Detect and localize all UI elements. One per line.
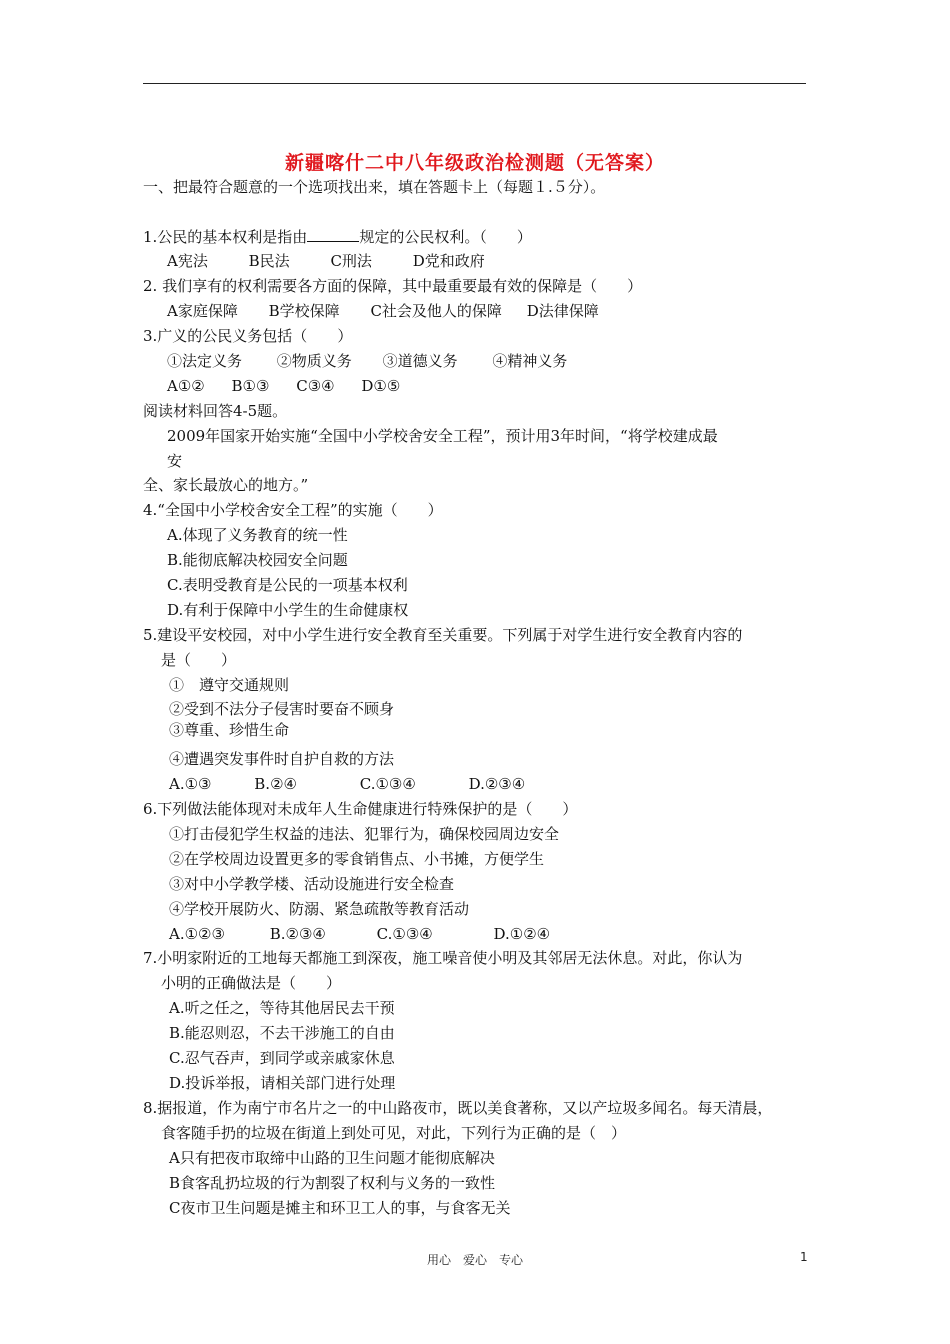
option: B民法 (248, 252, 290, 270)
item: ②物质义务 (276, 352, 352, 370)
option: C.①③④ (376, 925, 433, 943)
option: A宪法 (167, 252, 208, 270)
question-3-options (167, 376, 400, 396)
option: C.①③④ (359, 775, 416, 793)
option: D.①②④ (493, 925, 551, 943)
section-heading: 一、把最符合题意的一个选项找出来，填在答题卡上（每题１.５分）。 (143, 178, 606, 196)
page-footer: 用心 爱心 专心 (426, 1253, 523, 1267)
option: B.②④ (254, 775, 297, 793)
option: A家庭保障 (167, 302, 238, 320)
option: B学校保障 (268, 302, 340, 320)
option: D党和政府 (412, 252, 485, 270)
item: ④精神义务 (492, 352, 568, 370)
question-7-stem: 小明的正确做法是（ ） (161, 974, 342, 992)
option: B.②③④ (269, 925, 326, 943)
item: ③尊重、珍惜生命 (169, 721, 290, 739)
item: ③道德义务 (382, 352, 458, 370)
item: ③对中小学教学楼、活动设施进行安全检查 (169, 875, 455, 893)
question-4-stem: 4.“全国中小学校舍安全工程”的实施（ ） (143, 501, 443, 519)
answer-blank (307, 227, 359, 242)
option: C.忍气吞声，到同学或亲戚家休息 (169, 1049, 395, 1067)
question-5-options (169, 774, 525, 794)
question-1-stem: 1.公民的基本权利是指由 规定的公民权利。（ ） (143, 228, 532, 246)
option: B①③ (231, 377, 270, 395)
option: A.体现了义务教育的统一性 (167, 526, 348, 544)
item: ① 遵守交通规则 (169, 676, 290, 694)
reading-intro: 阅读材料回答4-5题。 (143, 402, 288, 420)
question-2-options (167, 301, 599, 321)
question-6-options (169, 924, 550, 944)
question-5-stem: 是（ ） (161, 651, 237, 669)
page-number: 1 (800, 1250, 808, 1264)
option: A只有把夜市取缔中山路的卫生问题才能彻底解决 (169, 1149, 495, 1167)
question-6-stem: 6.下列做法能体现对未成年人生命健康进行特殊保护的是（ ） (143, 800, 578, 818)
question-3-stem: 3.广义的公民义务包括（ ） (143, 327, 353, 345)
option: C夜市卫生问题是摊主和环卫工人的事，与食客无关 (169, 1199, 511, 1217)
reading-paragraph: 安 (167, 452, 183, 470)
option: A①② (167, 377, 205, 395)
option: B食客乱扔垃圾的行为割裂了权利与义务的一致性 (169, 1174, 496, 1192)
option: B.能忍则忍，不去干涉施工的自由 (169, 1024, 395, 1042)
option: C社会及他人的保障 (370, 302, 502, 320)
item: ②受到不法分子侵害时要奋不顾身 (169, 700, 395, 718)
item: ④遭遇突发事件时自护自救的方法 (169, 750, 395, 768)
question-5-stem: 5.建设平安校园，对中小学生进行安全教育至关重要。下列属于对学生进行安全教育内容的 (143, 626, 743, 644)
item: ④学校开展防火、防溺、紧急疏散等教育活动 (169, 900, 470, 918)
reading-paragraph: 2009年国家开始实施“全国中小学校舍安全工程”，预计用3年时间，“将学校建成最 (167, 427, 718, 445)
reading-paragraph: 全、家长最放心的地方。” (143, 476, 309, 494)
option: C③④ (296, 377, 335, 395)
option: D.有利于保障中小学生的生命健康权 (167, 601, 409, 619)
item: ①法定义务 (167, 352, 243, 370)
item: ②在学校周边设置更多的零食销售点、小书摊，方便学生 (169, 850, 545, 868)
option: D.投诉举报，请相关部门进行处理 (169, 1074, 396, 1092)
option: C.表明受教育是公民的一项基本权利 (167, 576, 408, 594)
option: B.能彻底解决校园安全问题 (167, 551, 348, 569)
option: D法律保障 (526, 302, 599, 320)
question-2-stem: 2. 我们享有的权利需要各方面的保障，其中最重要最有效的保障是（ ） (143, 277, 643, 295)
question-8-stem: 8.据报道，作为南宁市名片之一的中山路夜市，既以美食著称，又以产垃圾多闻名。每天清晨， (143, 1099, 773, 1117)
option: A.听之任之，等待其他居民去干预 (169, 999, 395, 1017)
header-rule (143, 83, 806, 84)
option: D.②③④ (468, 775, 526, 793)
option: C刑法 (330, 252, 372, 270)
question-3-items (167, 351, 567, 371)
option: A.①③ (169, 775, 212, 793)
option: A.①②③ (169, 925, 225, 943)
item: ①打击侵犯学生权益的违法、犯罪行为，确保校园周边安全 (169, 825, 560, 843)
question-1-options (167, 251, 485, 271)
question-7-stem: 7.小明家附近的工地每天都施工到深夜，施工噪音使小明及其邻居无法休息。对此，你认为 (143, 949, 743, 967)
question-8-stem: 食客随手扔的垃圾在街道上到处可见，对此，下列行为正确的是（ ） (161, 1124, 627, 1142)
option: D①⑤ (361, 377, 401, 395)
page-title: 新疆喀什二中八年级政治检测题（无答案） (284, 152, 665, 174)
